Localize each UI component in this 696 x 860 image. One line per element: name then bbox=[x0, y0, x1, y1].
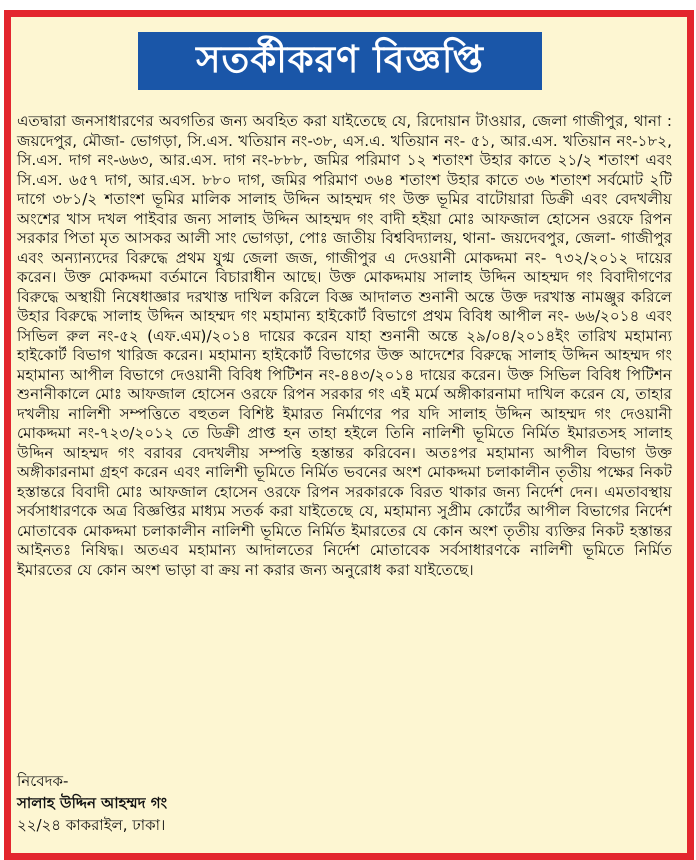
signature-block bbox=[17, 770, 517, 836]
signature-label: নিবেদক- bbox=[17, 772, 69, 790]
notice-title: সতর্কীকরণ বিজ্ঞপ্তি bbox=[196, 37, 484, 81]
title-banner bbox=[138, 32, 542, 90]
notice-body: এতদ্বারা জনসাধারণের অবগতির জন্য অবহিত করা যাইতেছে যে, রিদোয়ান টাওয়ার, জেলা গাজীপুর, থানা : জয়দেপুর, মৌজা- ভোগড়া, সি.এস. খতিয়ান নং-৩৮, এস.এ. খতিয়ান নং- ৫১, আর.এস. খতিয়ান নং-১৮২, সি.এস. দাগ নং-৬৬৩, আর.এস. দাগ নং-৮৮৮, জমির পরিমাণ ১২ শতাংশ উহার কাতে ২১/২ শতাংশ এবং সি.এস. ৬৫৭ দাগ, আর.এস. ৮৮০ দাগ, জমির পরিমাণ ৩৬৪ শতাংশ উহার কাতে ৩৬ শতাংশ সর্বমোট ২টি দাগে ৩৮১/২ শতাংশ ভূমির মালিক সালাহ উদ্দিন আহম্মদ গং উক্ত ভূমির বাটোয়ারা ডিক্রী এবং বেদখলীয় অংশের খাস দখল পাইবার জন্য সালাহ উদ্দিন আহম্মদ গং বাদী হইয়া মোঃ আফজাল হোসেন ওরফে রিপন সরকার পিতা মৃত আসকর আলী সাং ভোগড়া, পোঃ জাতীয় বিশ্ববিদ্যালয়, থানা- জয়দেবপুর, জেলা- গাজীপুর এবং অন্যান্যদের বিরুদ্ধে প্রথম যুগ্ম জেলা জজ, গাজীপুর এ দেওয়ানী মোকদ্দমা নং- ৭৩২/২০১২ দায়ের করেন। উক্ত মোকদ্দমা বর্তমানে বিচারাধীন আছে। উক্ত মোকদ্দমায় সালাহ উদ্দিন আহম্মদ গং বিবাদীগণের বিরুদ্ধে অস্থায়ী নিষেধাজ্ঞার দরখাস্ত দাখিল করিলে বিজ্ঞ আদালত শুনানী অন্তে উক্ত দরখাস্ত নামঞ্জুর করিলে উহার বিরুদ্ধে সালাহ উদ্দিন আহম্মদ গং মহামান্য হাইকোর্ট বিভাগে প্রথম বিবিধ আপীল নং- ৬৬/২০১৪ এবং সিভিল রুল নং-৫২ (এফ.এম)/২০১৪ দায়ের করেন যাহা শুনানী অন্তে ২৯/০৪/২০১৪ইং তারিখ মহামান্য হাইকোর্ট বিভাগ খারিজ করেন। মহামান্য হাইকোর্ট বিভাগের উক্ত আদেশের বিরুদ্ধে সালাহ উদ্দিন আহম্মদ গং মহামান্য আপীল বিভাগে দেওয়ানী বিবিধ পিটিশন নং-৪৪৩/২০১৪ দায়ের করেন। উক্ত সিভিল বিবিধ পিটিশন শুনানীকালে মোঃ আফজাল হোসেন ওরফে রিপন সরকার গং এই মর্মে অঙ্গীকারনামা দাখিল করেন যে, তাহার দখলীয় নালিশী সম্পত্তিতে বহুতল বিশিষ্ট ইমারত নির্মাণের পর যদি সালাহ উদ্দিন আহম্মদ গং দেওয়ানী মোকদ্দমা নং-৭২৩/২০১২ তে ডিক্রী প্রাপ্ত হন তাহা হইলে তিনি নালিশী ভূমিতে নির্মিত ইমারতসহ সালাহ উদ্দিন আহম্মদ গং বরাবর বেদখলীয় সম্পত্তি হস্তান্তর করিবেন। অতঃপর মহামান্য আপীল বিভাগ উক্ত অঙ্গীকারনামা গ্রহণ করেন এবং নালিশী ভূমিতে নির্মিত ভবনের অংশ মোকদ্দমা চলাকালীন তৃতীয় পক্ষের নিকট হস্তান্তরে বিবাদী মোঃ আফজাল হোসেন ওরফে রিপন সরকারকে বিরত থাকার জন্য নির্দেশ দেন। এমতাবস্থায় সর্বসাধারণকে অত্র বিজ্ঞপ্তির মাধ্যম সতর্ক করা যাইতেছে যে, মহামান্য সুপ্রীম কোর্টের আপীল বিভাগের নির্দেশ মোতাবেক মোকদ্দমা চলাকালীন নালিশী ভূমিতে নির্মিত ইমারতের যে কোন অংশ তৃতীয় ব্যক্তির নিকট হস্তান্তর আইনতঃ নিষিদ্ধ। অতএব মহামান্য আদালতের নির্দেশ মোতাবেক সর্বসাধারণকে নালিশী ভূমিতে নির্মিত ইমারতের যে কোন অংশ ভাড়া বা ক্রয় না করার জন্য অনুরোধ করা যাইতেছে। bbox=[17, 112, 672, 579]
signatory-name: সালাহ উদ্দিন আহম্মদ গং bbox=[17, 794, 168, 812]
signatory-address: ২২/২৪ কাকরাইল, ঢাকা। bbox=[17, 816, 166, 834]
